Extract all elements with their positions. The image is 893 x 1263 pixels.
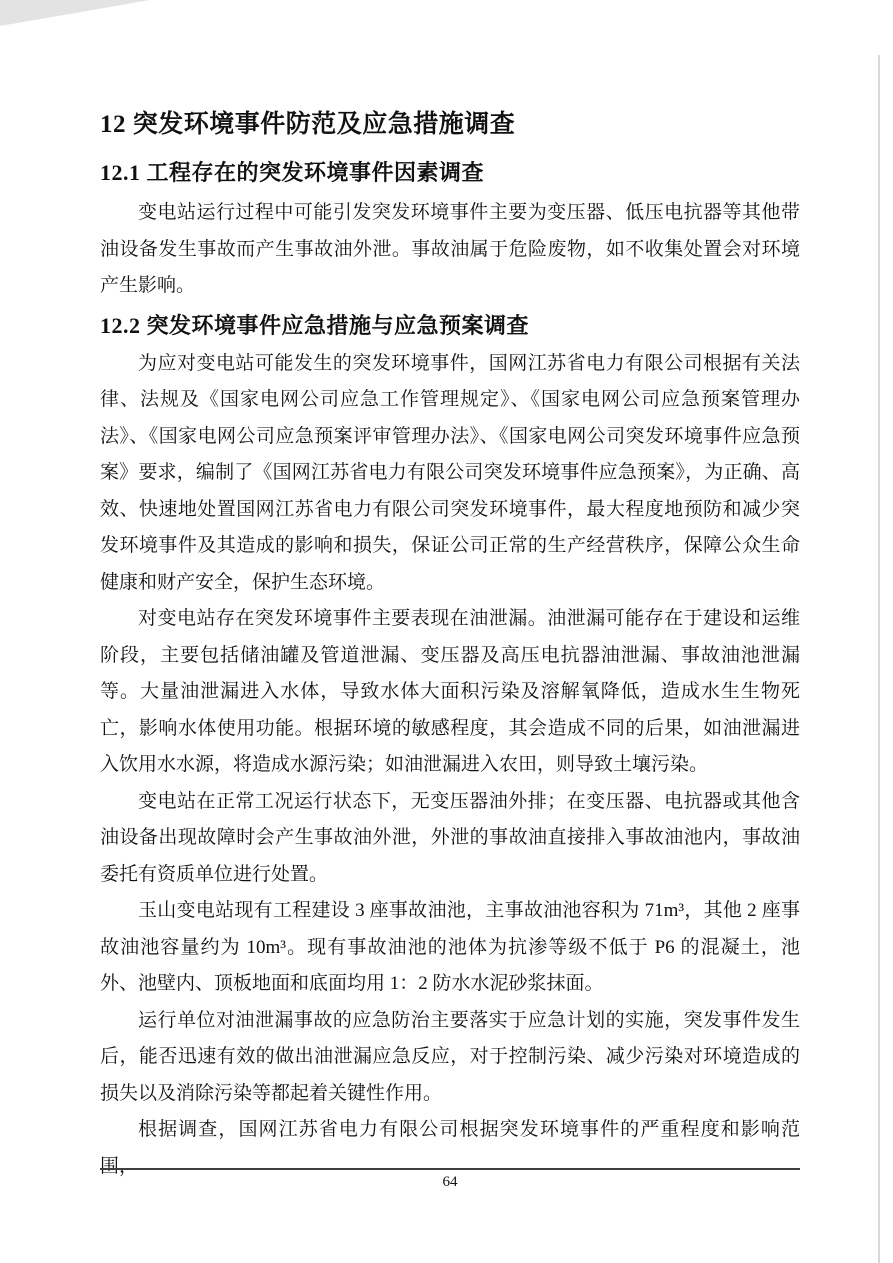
page-number: 64 [442, 1174, 458, 1190]
paragraph: 根据调查，国网江苏省电力有限公司根据突发环境事件的严重程度和影响范围， [100, 1119, 800, 1177]
scan-artifact-page-edge [878, 55, 880, 1263]
paragraph: 为应对变电站可能发生的突发环境事件，国网江苏省电力有限公司根据有关法律、法规及《国家电网公司应急工作管理规定》、《国家电网公司应急预案管理办法》、《国家电网公司应急预案评审管理办法》、《国家电网公司突发环境事件应急预案》要求，编制了《国网江苏省电力有限公司突发环境事件应急预案》，为正确、高效、快速地处置国网江苏省电力有限公司突发环境事件，最大程度地预防和减少突发环境事件及其造成的影响和损失，保证公司正常的生产经营秩序，保障公众生命健康和财产安全，保护生态环境。 [100, 352, 800, 593]
paragraph: 变电站运行过程中可能引发突发环境事件主要为变压器、低压电抗器等其他带油设备发生事故而产生事故油外泄。事故油属于危险废物，如不收集处置会对环境产生影响。 [100, 202, 800, 296]
paragraph: 变电站在正常工况运行状态下，无变压器油外排；在变压器、电抗器或其他含油设备出现故障时会产生事故油外泄，外泄的事故油直接排入事故油池内，事故油委托有资质单位进行处置。 [100, 790, 800, 885]
chapter-heading: 12 突发环境事件防范及应急措施调查 [100, 111, 516, 138]
paragraph: 对变电站存在突发环境事件主要表现在油泄漏。油泄漏可能存在于建设和运维阶段，主要包括储油罐及管道泄漏、变压器及高压电抗器油泄漏、事故油池泄漏等。大量油泄漏进入水体，导致水体大面积污染及溶解氧降低，造成水生生物死亡，影响水体使用功能。根据环境的敏感程度，其会造成不同的后果，如油泄漏进入饮用水水源，将造成水源污染；如油泄漏进入农田，则导致土壤污染。 [100, 608, 800, 775]
section-heading-12-2: 12.2 突发环境事件应急措施与应急预案调查 [100, 312, 530, 338]
section-heading-12-1: 12.1 工程存在的突发环境事件因素调查 [100, 160, 485, 185]
paragraph: 玉山变电站现有工程建设 3 座事故油池，主事故油池容积为 71m³，其他 2 座事故油池容量约为 10m³。现有事故油池的池体为抗渗等级不低于 P6 的混凝土，池外、池壁内、顶板地面和底面均用 1：2 防水水泥砂浆抹面。 [100, 900, 800, 994]
page-footer-divider [100, 1168, 800, 1192]
scan-artifact-top-left [0, 0, 150, 26]
paragraph: 运行单位对油泄漏事故的应急防治主要落实于应急计划的实施，突发事件发生后，能否迅速有效的做出油泄漏应急反应，对于控制污染、减少污染对环境造成的损失以及消除污染等都起着关键性作用。 [100, 1009, 800, 1104]
